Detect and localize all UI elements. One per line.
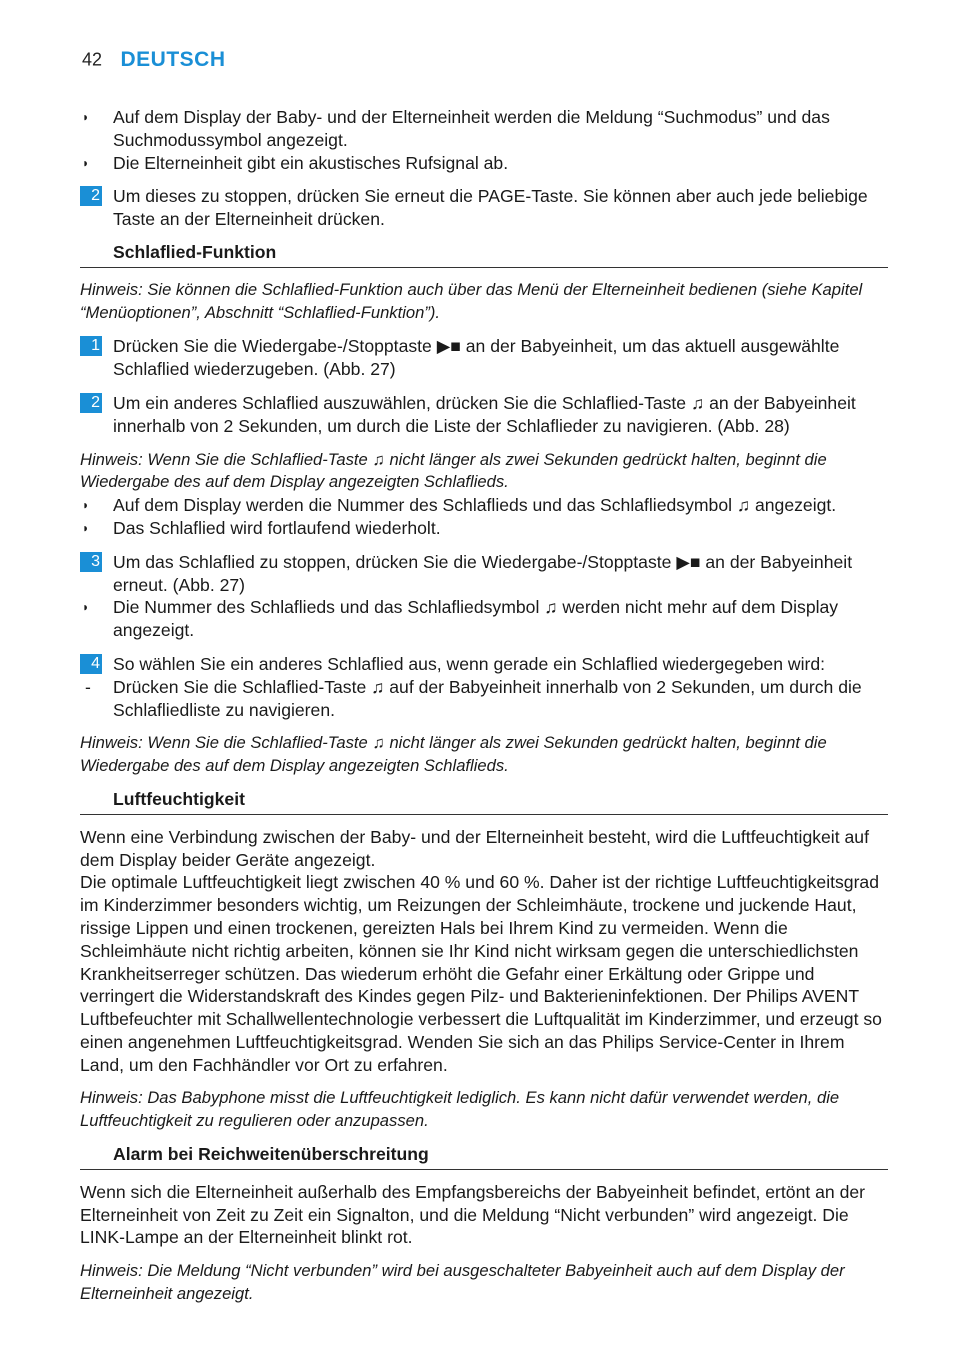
step-item: [80, 185, 888, 231]
bullet-icon: ◗: [82, 498, 90, 513]
language-title: DEUTSCH: [120, 48, 226, 71]
bullet-text: Die Elterneinheit gibt ein akustisches Rufsignal ab.: [113, 152, 509, 173]
step-text: Um ein anderes Schlaflied auszuwählen, drücken Sie die Schlaflied-Taste ♫ an der Babyeinheit innerhalb von 2 Sekunden, um durch die Liste der Schlaflieder zu navigieren. (Abb. 28): [113, 392, 856, 436]
body-paragraph: Wenn eine Verbindung zwischen der Baby- und der Elterneinheit besteht, wird die Luftfeuchtigkeit auf dem Display beider Geräte angezeigt.: [80, 826, 869, 870]
note-text: Hinweis: Das Babyphone misst die Luftfeuchtigkeit lediglich. Es kann nicht dafür verwendet werden, die Luftfeuchtigkeit zu regulieren oder anzupassen.: [80, 1088, 840, 1131]
step-number: 3: [80, 552, 102, 572]
step-item: [80, 392, 888, 438]
bullet-text: Auf dem Display werden die Nummer des Schlaflieds und das Schlafliedsymbol ♫ angezeigt.: [113, 495, 837, 516]
step-text: Um dieses zu stoppen, drücken Sie erneut die PAGE-Taste. Sie können aber auch jede beliebige Taste an der Elterneinheit drücken.: [113, 186, 868, 230]
step-text: Um das Schlaflied zu stoppen, drücken Sie die Wiedergabe-/Stopptaste ▶■ an der Babyeinheit erneut. (Abb. 27): [113, 551, 853, 595]
bullet-text: Auf dem Display der Baby- und der Elterneinheit werden die Meldung “Suchmodus” und das Suchmodussymbol angezeigt.: [113, 107, 830, 150]
bullet-item: [80, 517, 888, 540]
bullet-text: Das Schlaflied wird fortlaufend wiederholt.: [113, 517, 441, 538]
step-number: 2: [80, 393, 102, 413]
bullet-icon: ◗: [82, 600, 90, 615]
body-paragraph: Die optimale Luftfeuchtigkeit liegt zwischen 40 % und 60 %. Daher ist der richtige Luftfeuchtigkeitsgrad im Kinderzimmer besonders wichtig, um Reizungen der Schleimhäute, trockene und juckende Haut, rissige Lippen und einen trockenen, gereizten Hals bei Ihrem Kind zu vermeiden. Wenn die Schleimhäute nicht richtig arbeiten, können sie Ihr Kind nicht wirksam gegen die unterschiedlichsten Krankheitserreger schützen. Das wiederum erhöht die Gefahr einer Erkältung oder Grippe und verringert die Widerstandskraft des Kindes gegen Pilz- und Bakterieninfektionen. Der Philips AVENT Luftbefeuchter mit Schallwellentechnologie verbessert die Luftqualität im Kinderzimmer, und erzeugt so einen angenehmen Luftfeuchtigkeitsgrad. Wenden Sie sich an das Philips Service-Center in Ihrem Land, um den Fachhändler vor Ort zu erfahren.: [80, 872, 882, 1075]
note-text: Hinweis: Wenn Sie die Schlaflied-Taste ♫ nicht länger als zwei Sekunden gedrückt halten, beginnt die Wiedergabe des auf dem Display angezeigten Schlaflieds.: [80, 733, 827, 776]
bullet-icon: ◗: [82, 155, 90, 170]
section-heading-alarm: Alarm bei Reichweitenüberschreitung: [80, 1143, 888, 1170]
step-text: Drücken Sie die Wiedergabe-/Stopptaste ▶■ an der Babyeinheit, um das aktuell ausgewählte Schlaflied wiederzugeben. (Abb. 27): [113, 336, 840, 380]
step-number: 1: [80, 336, 102, 356]
note-text: Hinweis: Sie können die Schlaflied-Funktion auch über das Menü der Elterneinheit bedienen (siehe Kapitel “Menüoptionen”, Abschnitt “Schlaflied-Funktion”).: [80, 279, 863, 322]
step-item: [80, 551, 888, 597]
bullet-item: [80, 106, 888, 152]
section-heading-schlaflied: Schlaflied-Funktion: [80, 241, 888, 268]
note-text: Hinweis: Die Meldung “Nicht verbunden” wird bei ausgeschalteter Babyeinheit auch auf dem Display der Elterneinheit angezeigt.: [80, 1261, 845, 1304]
note-text: Hinweis: Wenn Sie die Schlaflied-Taste ♫ nicht länger als zwei Sekunden gedrückt halten, beginnt die Wiedergabe des auf dem Display angezeigten Schlaflieds.: [80, 449, 827, 492]
bullet-icon: ◗: [82, 520, 90, 535]
step-text: So wählen Sie ein anderes Schlaflied aus, wenn gerade ein Schlaflied wiedergegeben wird:: [113, 653, 826, 674]
step-item: [80, 653, 888, 676]
section-heading-luftfeuchtigkeit: Luftfeuchtigkeit: [80, 788, 888, 815]
dash-item: [80, 676, 888, 722]
step-number: 2: [80, 186, 102, 206]
bullet-text: Die Nummer des Schlaflieds und das Schlafliedsymbol ♫ werden nicht mehr auf dem Display angezeigt.: [113, 597, 839, 641]
page-number: 42: [82, 49, 103, 70]
page-header: [82, 48, 226, 72]
bullet-item: [80, 152, 888, 175]
step-number: 4: [80, 654, 102, 674]
step-item: [80, 335, 888, 381]
body-paragraph: Wenn sich die Elterneinheit außerhalb des Empfangsbereichs der Babyeinheit befindet, ertönt an der Elterneinheit von Zeit zu Zeit ein Signalton, und die Meldung “Nicht verbunden” wird angezeigt. Die LINK-Lampe an der Elterneinheit blinkt rot.: [80, 1181, 866, 1248]
bullet-item: [80, 596, 888, 642]
bullet-item: [80, 494, 888, 517]
dash-marker: -: [85, 676, 91, 697]
dash-text: Drücken Sie die Schlaflied-Taste ♫ auf der Babyeinheit innerhalb von 2 Sekunden, um durch die Schlafliedliste zu navigieren.: [113, 676, 862, 720]
page-content: [80, 106, 888, 1306]
bullet-icon: ◗: [82, 110, 90, 124]
